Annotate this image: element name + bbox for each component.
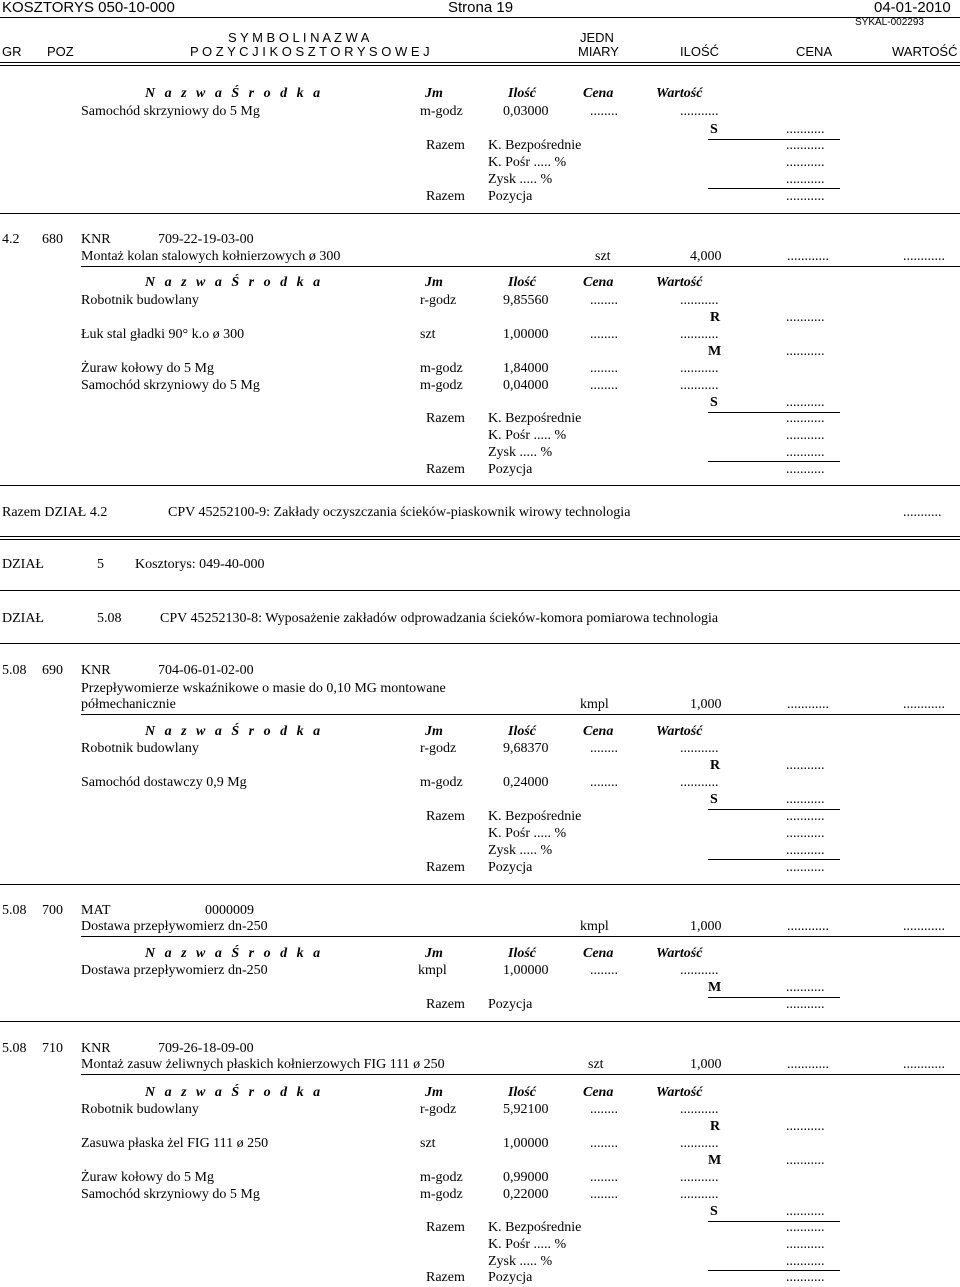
resource-name: Samochód skrzyniowy do 5 Mg [81,378,260,393]
position-code: 709-22-19-03-00 [158,232,254,247]
k-posr-label: K. Pośr ..... % [488,826,567,841]
col-gr: GR [2,44,22,59]
resource-jm: szt [420,1136,436,1151]
resource-jm: m-godz [420,775,463,790]
res-header-cena: Cena [583,86,614,101]
dzial-rule-2 [0,539,960,540]
k-posr-label: K. Pośr ..... % [488,155,567,170]
resource-qty: 0,04000 [503,378,549,393]
document-code: SYKAL-002293 [855,17,924,28]
k-bezposrednie-value: ........... [786,1220,825,1235]
resource-qty: 1,00000 [503,963,549,978]
zysk-label: Zysk ..... % [488,445,553,460]
resource-jm: m-godz [420,1170,463,1185]
position-quantity: 4,000 [690,249,722,264]
resource-qty: 1,00000 [503,327,549,342]
k-posr-value: ........... [786,155,825,170]
resource-value: ........... [680,741,719,756]
res-header-ilosc: Ilość [508,1085,536,1100]
res-header-cena: Cena [583,275,614,290]
position-value: ............ [903,249,945,264]
razem-label: Razem [426,1220,465,1235]
resource-value: ........... [680,327,719,342]
res-header-cena: Cena [583,1085,614,1100]
subtotal-s-label: S [710,395,718,410]
zysk-value: ........... [786,445,825,460]
position-price: ............ [787,1057,829,1072]
header-rule-top [0,17,960,18]
pozycja-value: ........... [786,1270,825,1285]
k-bezposrednie-value: ........... [786,138,825,153]
subtotal-s-value: ........... [786,792,825,807]
dzial-description: CPV 45252130-8: Wyposażenie zakładów odprowadzania ścieków-komora pomiarowa technologia [160,611,719,626]
res-header-ilosc: Ilość [508,724,536,739]
resource-jm: r-godz [420,1102,457,1117]
resource-jm: kmpl [418,963,447,978]
resource-value: ........... [680,378,719,393]
resource-price: ........ [590,1187,618,1202]
position-poz: 690 [42,663,63,678]
page-number: Strona 19 [448,0,514,16]
position-price: ............ [787,697,829,712]
subtotal-r-value: ........... [786,758,825,773]
k-posr-value: ........... [786,428,825,443]
position-rule [81,1074,960,1075]
col-symbol-line2: P O Z Y C J I K O S Z T O R Y S O W E J [190,44,430,59]
resource-value: ........... [680,361,719,376]
dzial-label: DZIAŁ [2,557,44,572]
position-code: 709-26-18-09-00 [158,1041,254,1056]
razem-label: Razem [426,997,465,1012]
resource-price: ........ [590,1102,618,1117]
razem-label: Razem [426,138,465,153]
subtotal-m-label: M [708,1153,722,1168]
position-description: Montaż zasuw żeliwnych płaskich kołnierzowych FIG 111 ø 250 [81,1057,445,1072]
zysk-label: Zysk ..... % [488,172,553,187]
subtotal-m-label: M [708,980,722,995]
subtotal-s-value: ........... [786,122,825,137]
resource-name: Robotnik budowlany [81,293,199,308]
subtotal-m-value: ........... [786,1153,825,1168]
subtotal-m-value: ........... [786,344,825,359]
resource-price: ........ [590,361,618,376]
resource-price: ........ [590,1170,618,1185]
res-header-cena: Cena [583,724,614,739]
position-code: 704-06-01-02-00 [158,663,254,678]
resource-qty: 9,85560 [503,293,549,308]
dzial-number: 5.08 [97,611,122,626]
resource-name: Dostawa przepływomierz dn-250 [81,963,268,978]
position-poz: 700 [42,903,63,918]
razem-dzial-description: CPV 45252100-9: Zakłady oczyszczania ścieków-piaskownik wirowy technologia [168,505,631,520]
resource-name: Łuk stal gładki 90° k.o ø 300 [81,327,245,342]
pozycja-label: Pozycja [488,189,533,204]
resource-name: Zasuwa płaska żel FIG 111 ø 250 [81,1136,269,1151]
position-gr: 4.2 [2,232,20,247]
resource-jm: r-godz [420,741,457,756]
resource-price: ........ [590,1136,618,1151]
resource-name: Samochód skrzyniowy do 5 Mg [81,104,260,119]
position-description: Montaż kolan stalowych kołnierzowych ø 300 [81,249,341,264]
razem-label: Razem [426,411,465,426]
position-rule [81,714,960,715]
subtotal-s-value: ........... [786,1204,825,1219]
position-source: KNR [81,232,111,247]
res-header-name: N a z w a Ś r o d k a [145,1085,324,1100]
position-separator [0,1021,960,1022]
subtotal-r-label: R [710,758,721,773]
res-header-jm: Jm [425,86,443,101]
res-header-name: N a z w a Ś r o d k a [145,86,324,101]
position-quantity: 1,000 [690,919,722,934]
res-header-name: N a z w a Ś r o d k a [145,724,324,739]
subtotal-m-value: ........... [786,980,825,995]
header-rule-2 [0,65,960,66]
position-gr: 5.08 [2,1041,27,1056]
position-value: ............ [903,1057,945,1072]
position-description: Przepływomierze wskaźnikowe o masie do 0,10 MG montowane [81,681,446,696]
subtotal-r-label: R [710,310,721,325]
res-header-jm: Jm [425,1085,443,1100]
resource-qty: 9,68370 [503,741,549,756]
res-header-name: N a z w a Ś r o d k a [145,946,324,961]
position-unit: kmpl [580,697,609,712]
pozycja-value: ........... [786,462,825,477]
resource-qty: 0,03000 [503,104,549,119]
resource-price: ........ [590,378,618,393]
k-bezposrednie-label: K. Bezpośrednie [488,411,582,426]
position-separator [0,884,960,885]
subtotal-r-value: ........... [786,1119,825,1134]
k-bezposrednie-label: K. Bezpośrednie [488,809,582,824]
razem-dzial-label: Razem DZIAŁ 4.2 [2,505,108,520]
res-header-wartosc: Wartość [656,86,703,101]
resource-jm: szt [420,327,436,342]
dzial-number: 5 [97,557,104,572]
col-wartosc: WARTOŚĆ [892,44,958,59]
k-bezposrednie-value: ........... [786,411,825,426]
resource-name: Żuraw kołowy do 5 Mg [81,361,214,376]
position-separator [0,213,960,214]
position-gr: 5.08 [2,903,27,918]
resource-price: ........ [590,963,618,978]
dzial-rule-1 [0,536,960,537]
subtotal-s-label: S [710,122,718,137]
subtotal-m-label: M [708,344,722,359]
razem-label: Razem [426,189,465,204]
resource-qty: 1,84000 [503,361,549,376]
position-price: ............ [787,919,829,934]
position-unit: szt [588,1057,604,1072]
razem-label: Razem [426,1270,465,1285]
col-poz: POZ [47,44,74,59]
pozycja-label: Pozycja [488,462,533,477]
resource-value: ........... [680,1136,719,1151]
position-separator [0,485,960,486]
resource-value: ........... [680,963,719,978]
zysk-label: Zysk ..... % [488,843,553,858]
razem-label: Razem [426,462,465,477]
col-symbol-line1: S Y M B O L I N A Z W A [228,30,370,45]
res-header-ilosc: Ilość [508,86,536,101]
resource-price: ........ [590,293,618,308]
res-header-cena: Cena [583,946,614,961]
res-header-wartosc: Wartość [656,724,703,739]
res-header-wartosc: Wartość [656,1085,703,1100]
resource-price: ........ [590,327,618,342]
col-cena: CENA [796,44,833,59]
resource-qty: 0,22000 [503,1187,549,1202]
res-header-jm: Jm [425,946,443,961]
k-posr-value: ........... [786,826,825,841]
position-rule [81,936,960,937]
subtotal-s-label: S [710,792,718,807]
resource-value: ........... [680,293,719,308]
razem-label: Razem [426,809,465,824]
k-bezposrednie-value: ........... [786,809,825,824]
resource-jm: m-godz [420,361,463,376]
col-ilosc: ILOŚĆ [680,44,720,59]
zysk-value: ........... [786,1254,825,1269]
position-price: ............ [787,249,829,264]
position-description: Dostawa przepływomierz dn-250 [81,919,268,934]
razem-dzial-value: ........... [903,505,942,520]
col-jedn-line2: MIARY [578,44,619,59]
position-source: KNR [81,1041,111,1056]
zysk-value: ........... [786,843,825,858]
resource-value: ........... [680,1187,719,1202]
resource-price: ........ [590,741,618,756]
header-rule-1 [0,62,960,63]
res-header-wartosc: Wartość [656,275,703,290]
k-bezposrednie-label: K. Bezpośrednie [488,1220,582,1235]
pozycja-label: Pozycja [488,1270,533,1285]
resource-name: Samochód dostawczy 0,9 Mg [81,775,247,790]
zysk-label: Zysk ..... % [488,1254,553,1269]
subtotal-r-label: R [710,1119,721,1134]
position-quantity: 1,000 [690,1057,722,1072]
resource-price: ........ [590,775,618,790]
res-header-jm: Jm [425,275,443,290]
res-header-wartosc: Wartość [656,946,703,961]
pozycja-label: Pozycja [488,997,533,1012]
razem-label: Razem [426,860,465,875]
position-source: KNR [81,663,111,678]
res-header-name: N a z w a Ś r o d k a [145,275,324,290]
position-source: MAT [81,903,111,918]
resource-value: ........... [680,104,719,119]
resource-name: Robotnik budowlany [81,1102,199,1117]
resource-name: Samochód skrzyniowy do 5 Mg [81,1187,260,1202]
resource-qty: 5,92100 [503,1102,549,1117]
dzial-label: DZIAŁ [2,611,44,626]
resource-price: ........ [590,104,618,119]
dzial-rule [0,590,960,591]
subtotal-s-label: S [710,1204,718,1219]
pozycja-label: Pozycja [488,860,533,875]
position-value: ............ [903,919,945,934]
resource-jm: m-godz [420,104,463,119]
resource-jm: m-godz [420,378,463,393]
resource-name: Robotnik budowlany [81,741,199,756]
resource-name: Żuraw kołowy do 5 Mg [81,1170,214,1185]
k-posr-value: ........... [786,1237,825,1252]
pozycja-value: ........... [786,189,825,204]
res-header-ilosc: Ilość [508,275,536,290]
k-posr-label: K. Pośr ..... % [488,1237,567,1252]
res-header-jm: Jm [425,724,443,739]
document-date: 04-01-2010 [874,0,951,16]
resource-value: ........... [680,775,719,790]
resource-value: ........... [680,1102,719,1117]
res-header-ilosc: Ilość [508,946,536,961]
position-value: ............ [903,697,945,712]
resource-qty: 0,24000 [503,775,549,790]
k-posr-label: K. Pośr ..... % [488,428,567,443]
dzial-description: Kosztorys: 049-40-000 [135,557,265,572]
col-jedn-line1: JEDN [580,30,614,45]
resource-jm: r-godz [420,293,457,308]
position-quantity: 1,000 [690,697,722,712]
position-unit: szt [595,249,611,264]
position-description-cont: półmechanicznie [81,697,176,712]
k-bezposrednie-label: K. Bezpośrednie [488,138,582,153]
resource-value: ........... [680,1170,719,1185]
zysk-value: ........... [786,172,825,187]
pozycja-value: ........... [786,860,825,875]
position-poz: 680 [42,232,63,247]
position-poz: 710 [42,1041,63,1056]
subtotal-s-value: ........... [786,395,825,410]
resource-qty: 1,00000 [503,1136,549,1151]
pozycja-value: ........... [786,997,825,1012]
position-rule [81,266,960,267]
dzial-rule [0,643,960,644]
position-gr: 5.08 [2,663,27,678]
resource-qty: 0,99000 [503,1170,549,1185]
resource-jm: m-godz [420,1187,463,1202]
position-unit: kmpl [580,919,609,934]
subtotal-r-value: ........... [786,310,825,325]
document-title: KOSZTORYS 050-10-000 [2,0,175,16]
position-code: 0000009 [205,903,254,918]
